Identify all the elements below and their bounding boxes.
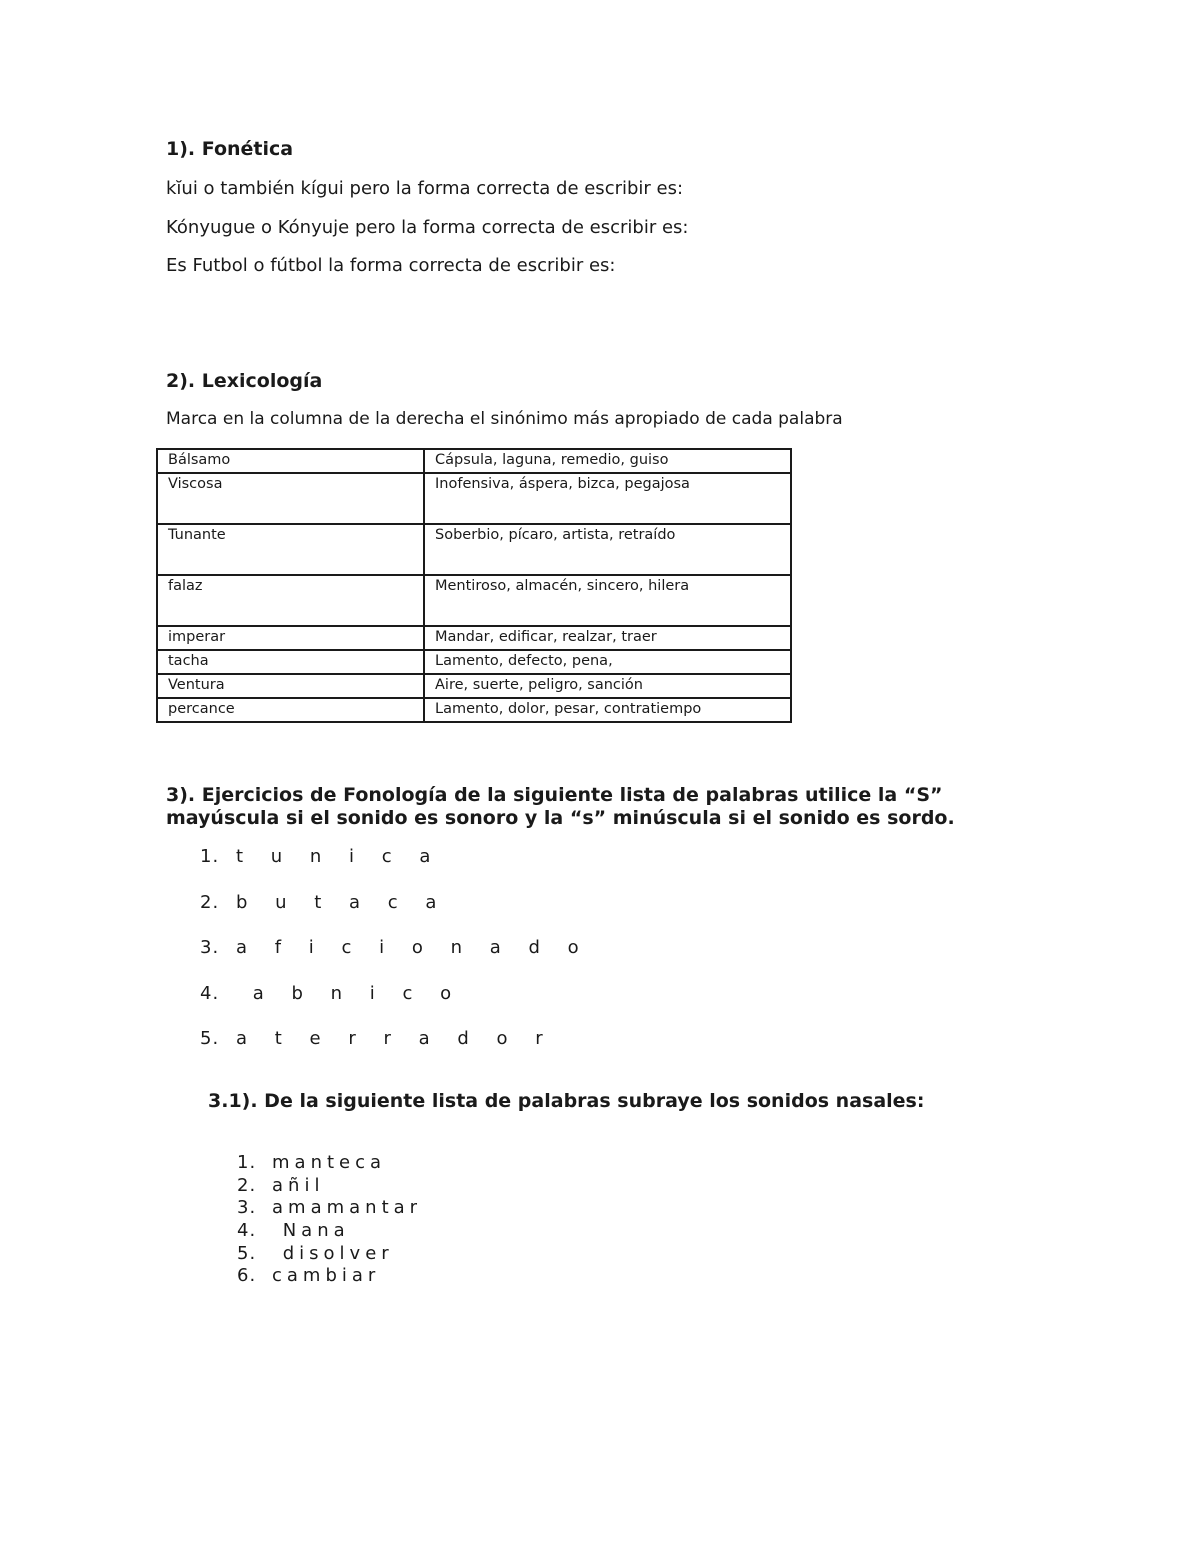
- list-item-word: a b n i c o: [236, 982, 463, 1004]
- section-3-title-line-2: mayúscula si el sonido es sonoro y la “s” minúscula si el sonido es sordo.: [166, 807, 955, 829]
- table-row: [157, 449, 791, 473]
- list-item-word: disolver: [272, 1242, 394, 1264]
- table-cell-word: Bálsamo: [157, 449, 424, 473]
- list-item-word: a t e r r a d o r: [236, 1028, 554, 1049]
- list-item: [200, 1028, 590, 1074]
- list-item-number: 5.: [200, 1028, 220, 1049]
- section-3-1-title: 3.1). De la siguiente lista de palabras subraye los sonidos nasales:: [208, 1090, 925, 1112]
- list-item: [200, 846, 590, 892]
- section-1-title: 1). Fonética: [166, 138, 294, 160]
- table-row: [157, 626, 791, 650]
- list-item: [237, 1243, 422, 1266]
- table-row: [157, 650, 791, 674]
- table-row: [157, 473, 791, 524]
- section-3-title: [166, 784, 1006, 830]
- table-cell-options: Lamento, dolor, pesar, contratiempo: [424, 698, 791, 722]
- list-item-word: b u t a c a: [236, 891, 448, 913]
- section-3-word-list: [200, 846, 590, 1074]
- list-item-word: cambiar: [272, 1265, 381, 1287]
- table-cell-options: Aire, suerte, peligro, sanción: [424, 674, 791, 698]
- table-cell-options: Soberbio, pícaro, artista, retraído: [424, 524, 791, 575]
- list-item: [237, 1265, 422, 1288]
- table-cell-word: falaz: [157, 575, 424, 626]
- list-item-word: manteca: [272, 1152, 387, 1173]
- table-cell-options: Mentiroso, almacén, sincero, hilera: [424, 575, 791, 626]
- table-cell-word: percance: [157, 698, 424, 722]
- table-row: [157, 698, 791, 722]
- list-item-number: 4.: [200, 982, 220, 1004]
- list-item: [237, 1197, 422, 1220]
- table-cell-options: Inofensiva, áspera, bizca, pegajosa: [424, 473, 791, 524]
- table-row: [157, 674, 791, 698]
- table-cell-word: Viscosa: [157, 473, 424, 524]
- list-item-number: 2.: [200, 891, 220, 913]
- list-item-number: 3.: [200, 937, 220, 958]
- table-cell-word: imperar: [157, 626, 424, 650]
- section-1-line-1: kĭui o también kígui pero la forma correcta de escribir es:: [166, 178, 684, 199]
- list-item: [237, 1152, 422, 1175]
- list-item: [200, 937, 590, 983]
- table-cell-options: Mandar, edificar, realzar, traer: [424, 626, 791, 650]
- list-item-number: 6.: [237, 1265, 257, 1287]
- table-cell-word: tacha: [157, 650, 424, 674]
- synonym-table: [156, 448, 792, 723]
- list-item: [200, 892, 590, 938]
- list-item-number: 4.: [237, 1220, 257, 1242]
- section-1-line-3: Es Futbol o fútbol la forma correcta de escribir es:: [166, 255, 616, 276]
- list-item-number: 3.: [237, 1197, 257, 1219]
- list-item: [237, 1175, 422, 1198]
- list-item-number: 1.: [200, 846, 220, 867]
- list-item: [237, 1220, 422, 1243]
- list-item-word: Nana: [272, 1220, 350, 1242]
- list-item-word: amamantar: [272, 1197, 423, 1219]
- section-2-instruction: Marca en la columna de la derecha el sinónimo más apropiado de cada palabra: [166, 409, 843, 429]
- list-item-word: añil: [272, 1174, 325, 1196]
- table-row: [157, 575, 791, 626]
- list-item-number: 1.: [237, 1152, 257, 1173]
- section-3-title-line-1: 3). Ejercicios de Fonología de la siguiente lista de palabras utilice la “S”: [166, 784, 943, 806]
- list-item-number: 2.: [237, 1174, 257, 1196]
- list-item-word: a f i c i o n a d o: [236, 937, 590, 958]
- table-cell-word: Ventura: [157, 674, 424, 698]
- table-cell-options: Cápsula, laguna, remedio, guiso: [424, 449, 791, 473]
- section-2-title: 2). Lexicología: [166, 370, 323, 392]
- list-item: [200, 983, 590, 1029]
- list-item-word: t u n i c a: [236, 846, 442, 867]
- section-1-line-2: Kónyugue o Kónyuje pero la forma correcta de escribir es:: [166, 217, 689, 238]
- section-3-1-word-list: [237, 1152, 422, 1288]
- list-item-number: 5.: [237, 1242, 257, 1264]
- table-row: [157, 524, 791, 575]
- table-cell-word: Tunante: [157, 524, 424, 575]
- table-cell-options: Lamento, defecto, pena,: [424, 650, 791, 674]
